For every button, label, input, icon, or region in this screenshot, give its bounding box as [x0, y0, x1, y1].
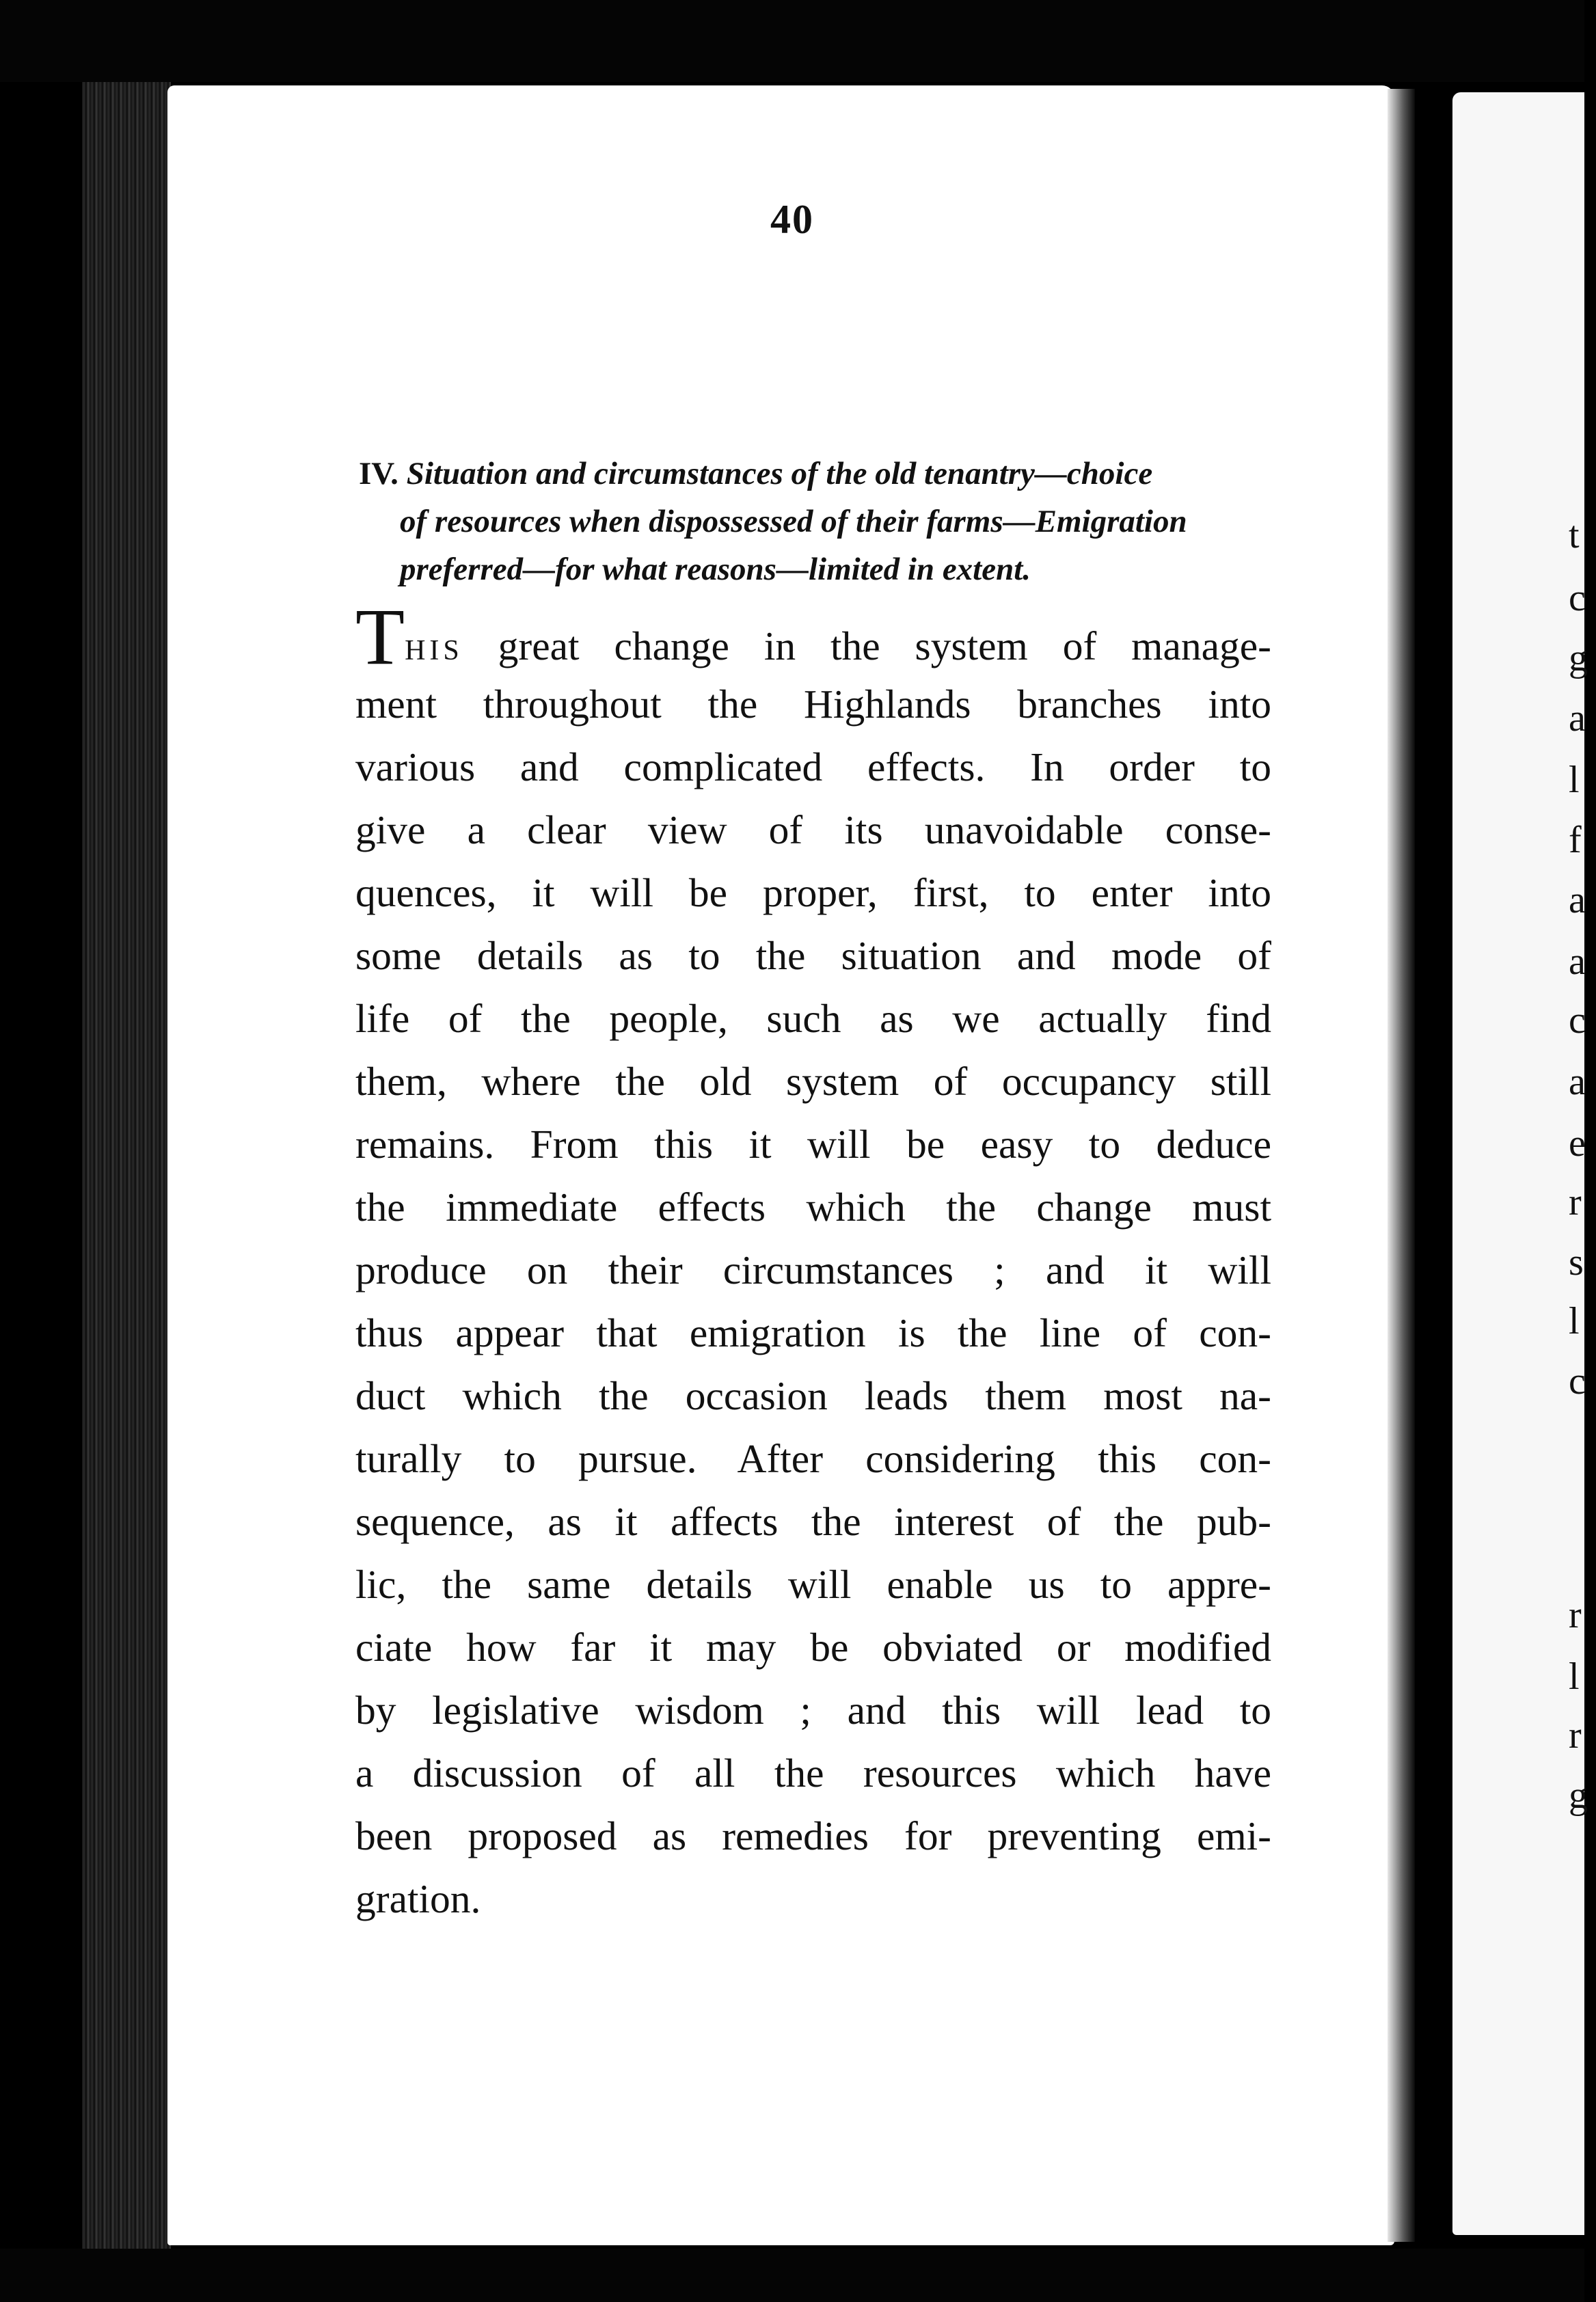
facing-page-fragment: e: [1569, 1122, 1586, 1165]
body-line: some details as to the situation and mode of: [355, 933, 1271, 978]
body-line: them, where the old system of occupancy still: [355, 1059, 1271, 1104]
facing-page-fragment: r: [1569, 1594, 1582, 1636]
body-line: been proposed as remedies for preventing emi-: [355, 1813, 1271, 1858]
small-caps-word: HIS: [405, 635, 463, 666]
facing-page-fragment: c: [1569, 577, 1586, 619]
facing-page-fragment: a: [1569, 697, 1586, 740]
body-line: lic, the same details will enable us to appre-: [355, 1562, 1271, 1607]
facing-page-fragment: c: [1569, 999, 1586, 1042]
summary-line: [359, 450, 1278, 498]
body-line: various and complicated effects. In order to: [355, 744, 1271, 789]
body-line: produce on their circumstances ; and it will: [355, 1247, 1271, 1292]
facing-page-fragment: g: [1569, 1774, 1588, 1817]
body-line: by legislative wisdom ; and this will lead to: [355, 1688, 1271, 1733]
facing-page-fragment: c: [1569, 1360, 1586, 1403]
body-line: [355, 592, 1271, 681]
drop-cap: T: [355, 592, 405, 681]
body-line: the immediate effects which the change must: [355, 1184, 1271, 1230]
body-line: life of the people, such as we actually find: [355, 996, 1271, 1041]
body-line: duct which the occasion leads them most na-: [355, 1373, 1271, 1418]
book-spine: [82, 82, 171, 2262]
page-number: 40: [770, 197, 814, 242]
summary-text: Situation and circumstances of the old tenantry—choice: [406, 456, 1153, 491]
facing-page-fragment: a: [1569, 1061, 1586, 1103]
body-paragraph: [355, 592, 1271, 1930]
facing-page-edge: [1452, 92, 1588, 2235]
section-numeral: IV.: [359, 456, 398, 491]
facing-page-fragment: t: [1569, 514, 1580, 556]
summary-line: preferred—for what reasons—limited in extent.: [400, 552, 1031, 587]
facing-page-fragment: f: [1569, 819, 1582, 861]
first-line-text: great change in the system of manage-: [463, 623, 1271, 668]
body-line: quences, it will be proper, first, to enter into: [355, 870, 1271, 915]
facing-page-fragment: s: [1569, 1241, 1584, 1284]
facing-page-fragment: a: [1569, 879, 1586, 921]
page-gutter-shadow: [1388, 89, 1415, 2242]
body-line: sequence, as it affects the interest of the pub-: [355, 1499, 1271, 1544]
facing-page-fragment: l: [1569, 1655, 1580, 1698]
facing-page-fragment: l: [1569, 1300, 1580, 1342]
body-line: turally to pursue. After considering this con-: [355, 1436, 1271, 1481]
facing-page-fragment: g: [1569, 637, 1588, 679]
body-line: gration.: [355, 1876, 481, 1921]
facing-page-fragment: r: [1569, 1181, 1582, 1223]
summary-line: of resources when dispossessed of their farms—Emigration: [400, 504, 1187, 539]
chapter-summary: [359, 450, 1278, 593]
body-line: give a clear view of its unavoidable conse-: [355, 807, 1271, 852]
scan-top-border: [0, 0, 1584, 82]
body-line: remains. From this it will be easy to deduce: [355, 1122, 1271, 1167]
facing-page-fragment: l: [1569, 759, 1580, 801]
scan-bottom-border: [0, 2249, 1584, 2302]
body-line: a discussion of all the resources which have: [355, 1750, 1271, 1796]
facing-page-fragment: a: [1569, 940, 1586, 983]
body-line: ciate how far it may be obviated or modified: [355, 1625, 1271, 1670]
body-line: ment throughout the Highlands branches into: [355, 681, 1271, 727]
body-line: thus appear that emigration is the line of con-: [355, 1310, 1271, 1355]
facing-page-fragment: r: [1569, 1714, 1582, 1757]
